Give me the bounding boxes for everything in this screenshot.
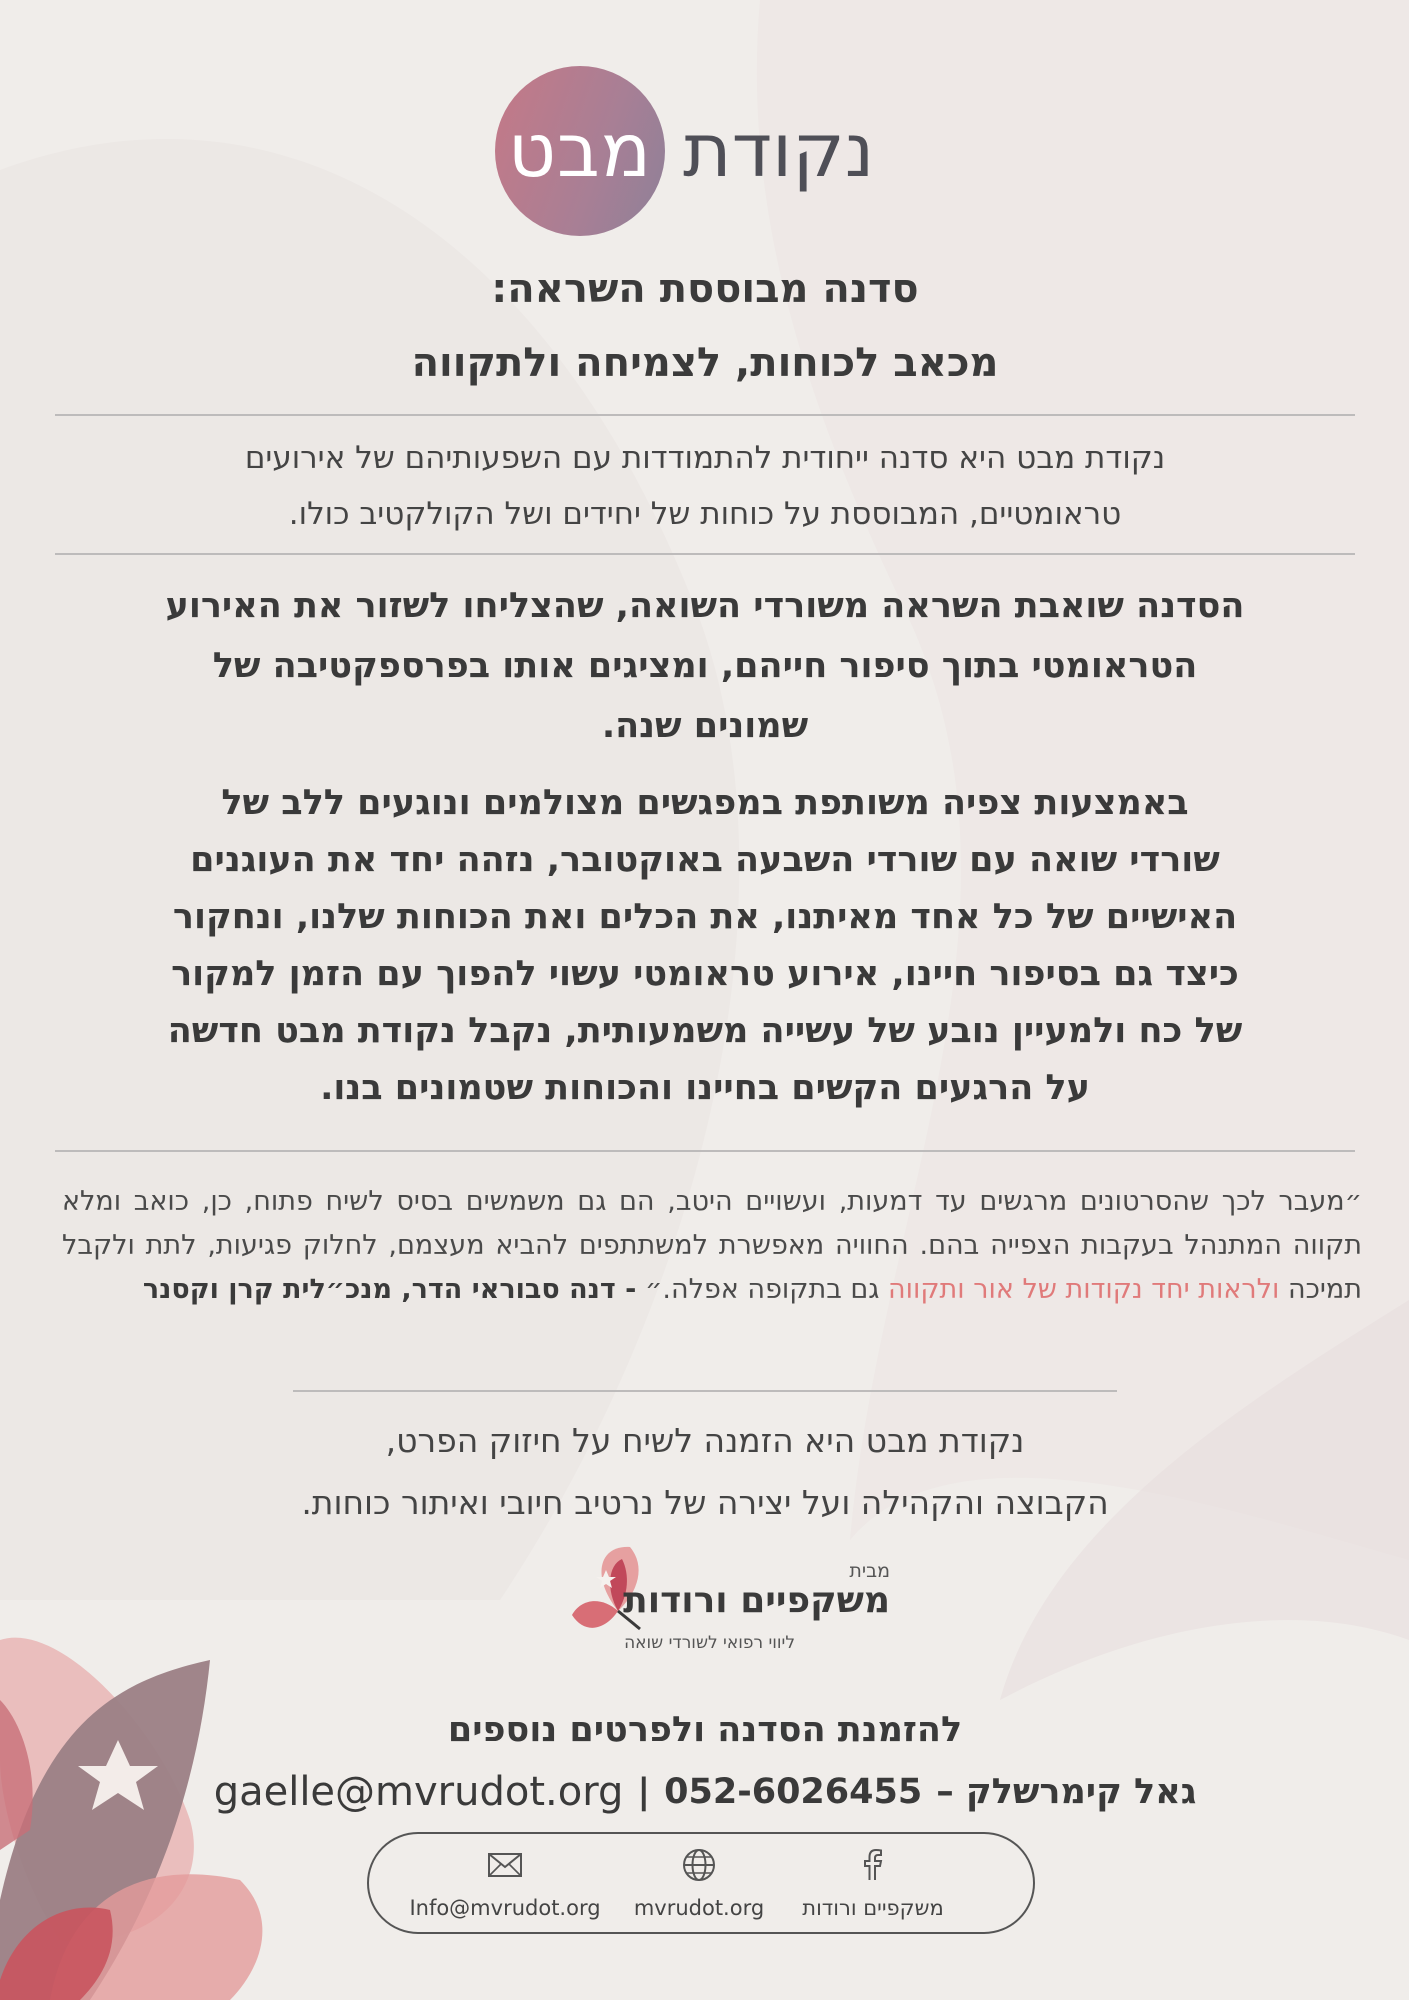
contact-line — [160, 1762, 1250, 1822]
paragraph-line: על הרגעים הקשים בחיינו והכוחות שטמונים בנו. — [320, 1068, 1090, 1108]
divider — [293, 1390, 1117, 1392]
paragraph-line: האישיים של כל אחד מאיתנו, את הכלים ואת הכוחות שלנו, ונחקור — [172, 897, 1238, 937]
org-name: משקפיים ורודות — [623, 1580, 890, 1621]
globe-icon — [682, 1848, 716, 1882]
contact-separator: | — [637, 1772, 651, 1812]
headline-line-1: סדנה מבוססת השראה: — [491, 266, 919, 312]
contact-email[interactable]: gaelle@mvrudot.org — [213, 1769, 624, 1815]
paragraph-line: שמונים שנה. — [601, 706, 809, 746]
contact-phone[interactable]: 052-6026455 — [664, 1772, 923, 1812]
quote-text: ״מעבר לכך שהסרטונים מרגשים עד דמעות, ועשויים היטב, הם גם משמשים בסיס לשיח פתוח, כן, כואב ומלא תקווה המתנהל בעקבות הצפייה בהם. החוויה מאפשרת למשתתפים להביא מעצמם, לחלוק פגיעות, לתת ולקבל תמיכה — [62, 1186, 1362, 1305]
divider — [55, 553, 1355, 555]
website-label: mvrudot.org — [633, 1896, 765, 1920]
org-prefix: מבית — [849, 1560, 890, 1582]
nekudat-mabat-logo — [495, 66, 885, 236]
mail-label: Info@mvrudot.org — [409, 1896, 601, 1920]
headline-line-2: מכאב לכוחות, לצמיחה ולתקווה — [411, 340, 999, 386]
quote-text-end: גם בתקופה אפלה.״ — [644, 1274, 880, 1305]
paragraph-line: הסדנה שואבת השראה משורדי השואה, שהצליחו לשזור את האירוע — [165, 586, 1245, 626]
envelope-icon — [487, 1848, 523, 1882]
inspiration-paragraph — [60, 576, 1350, 756]
quote-signature: - דנה סבוראי הדר, מנכ״לית קרן וקסנר — [142, 1274, 637, 1305]
website-link[interactable] — [599, 1848, 799, 1920]
divider — [55, 414, 1355, 416]
closing-line: הקבוצה והקהילה ועל יצירה של נרטיב חיובי ואיתור כוחות. — [301, 1483, 1109, 1522]
logo-word-mabat: מבט — [507, 108, 653, 194]
facebook-link[interactable] — [773, 1848, 973, 1920]
cta-heading: להזמנת הסדנה ולפרטים נוספים — [447, 1710, 963, 1750]
quote-highlight: ולראות יחד נקודות של אור ותקווה — [888, 1274, 1280, 1305]
logo-word-nekudat: נקודת — [683, 108, 875, 194]
contact-name: גאל קימרשלק – — [936, 1772, 1197, 1812]
intro-line: נקודת מבט היא סדנה ייחודית להתמודדות עם השפעותיהם של אירועים — [244, 440, 1166, 476]
workshop-paragraph — [60, 775, 1350, 1117]
footer-links — [367, 1832, 1035, 1934]
paragraph-line: הטראומטי בתוך סיפור חייהם, ומציגים אותו בפרספקטיבה של — [212, 646, 1198, 686]
facebook-label: משקפיים ורודות — [802, 1896, 944, 1920]
testimonial-quote — [62, 1180, 1362, 1312]
closing-line: נקודת מבט היא הזמנה לשיח על חיזוק הפרט, — [385, 1421, 1025, 1460]
mail-link[interactable] — [405, 1848, 605, 1920]
paragraph-line: כיצד גם בסיפור חיינו, אירוע טראומטי עשוי להפוך עם הזמן למקור — [171, 954, 1239, 994]
intro-paragraph — [60, 430, 1350, 542]
paragraph-line: שורדי שואה עם שורדי השבעה באוקטובר, נזהה יחד את העוגנים — [190, 840, 1220, 880]
org-logo — [560, 1545, 890, 1680]
org-tagline: ליווי רפואי לשורדי שואה — [624, 1633, 795, 1653]
paragraph-line: של כח ולמעיין נובע של עשייה משמעותית, נקבל נקודת מבט חדשה — [167, 1011, 1243, 1051]
divider — [55, 1150, 1355, 1152]
intro-line: טראומטיים, המבוססת על כוחות של יחידים ושל הקולקטיב כולו. — [288, 496, 1122, 532]
closing-paragraph — [160, 1410, 1250, 1534]
paragraph-line: באמצעות צפיה משותפת במפגשים מצולמים ונוגעים ללב של — [221, 783, 1189, 823]
facebook-icon — [856, 1848, 890, 1882]
